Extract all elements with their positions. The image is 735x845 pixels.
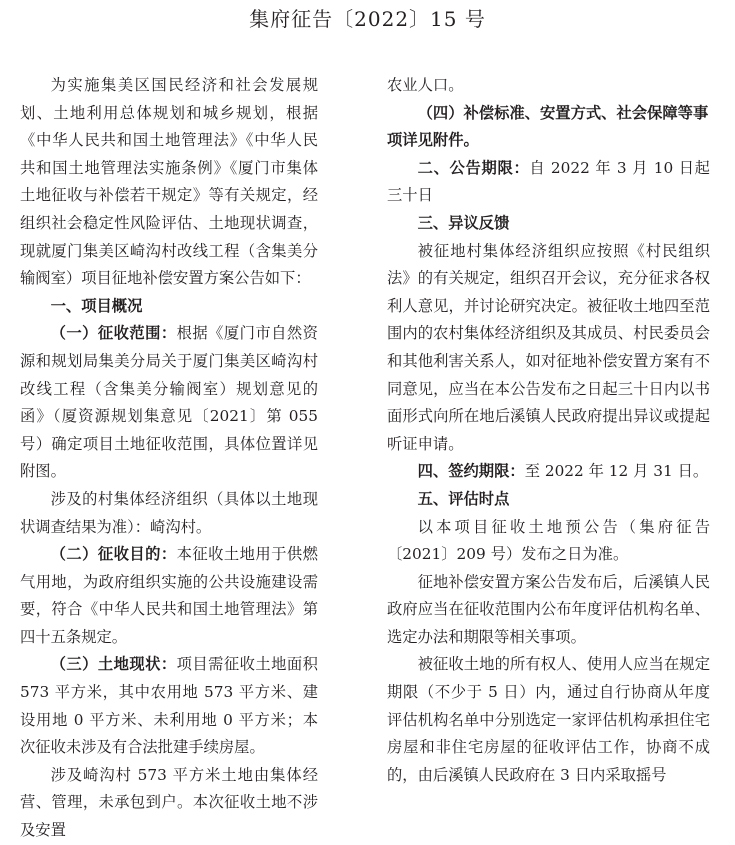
signing-deadline-paragraph [387, 458, 710, 486]
expropriation-purpose-label: （二）征收目的： [50, 545, 177, 564]
expropriation-purpose-paragraph [20, 541, 318, 651]
announcement-period-paragraph [387, 155, 710, 210]
expropriation-scope-text: 根据《厦门市自然资源和规划局集美分局关于厦门集美区崎沟村改线工程（含集美分输阀室）规划意见的函》（厦资源规划集意见〔2021〕第 055 号）确定项目土地征收范围，具体位置详见附图。 [20, 324, 318, 481]
continued-text: 农业人口。 [387, 76, 464, 94]
land-status-paragraph [20, 651, 318, 761]
signing-deadline-label: 四、签约期限： [417, 462, 525, 481]
announcement-period-label: 二、公告期限： [417, 158, 530, 177]
expropriation-scope-paragraph [20, 320, 318, 486]
collective-management-paragraph: 涉及崎沟村 573 平方米土地由集体经营、管理，未承包到户。本次征收土地不涉及安置 [20, 765, 318, 840]
village-collective-paragraph: 涉及的村集体经济组织（具体以土地现状调查结果为准）：崎沟村。 [20, 489, 318, 536]
land-status-text: 项目需征收土地面积 573 平方米，其中农用地 573 平方米、建设用地 0 平方米、未利用地 0 平方米；本次征收未涉及有合法批建手续房屋。 [20, 655, 318, 757]
intro-paragraph: 为实施集美区国民经济和社会发展规划、土地利用总体规划和城乡规划，根据《中华人民共和国土地管理法》《中华人民共和国土地管理法实施条例》《厦门市集体土地征收与补偿若干规定》等有关规定，经组织社会稳定性风险评估、土地现状调查，现就厦门集美区崎沟村改线工程（含集美分输阀室）项目征地补偿安置方案公告如下： [20, 76, 318, 288]
land-status-label: （三）土地现状： [50, 655, 177, 674]
signing-deadline-text: 至 2022 年 12 月 31 日。 [524, 462, 709, 481]
right-column [387, 72, 710, 789]
expropriation-scope-label: （一）征收范围： [50, 324, 177, 343]
left-column [20, 72, 318, 845]
valuation-time-paragraph: 以本项目征收土地预公告（集府征告〔2021〕209 号）发布之日为准。 [387, 517, 710, 564]
section-heading-project-overview: 一、项目概况 [50, 296, 143, 315]
expropriation-purpose-text: 本征收土地用于供燃气用地，为政府组织实施的公共设施建设需要，符合《中华人民共和国土地管理法》第四十五条规定。 [20, 545, 318, 646]
agency-selection-paragraph: 被征收土地的所有权人、使用人应当在规定期限（不少于 5 日）内，通过自行协商从年度评估机构名单中分别选定一家评估机构承担住宅房屋和非住宅房屋的征收评估工作，协商不成的，由后溪镇人民政府在 3 日内采取摇号 [387, 655, 710, 784]
objection-feedback-paragraph: 被征地村集体经济组织应按照《村民组织法》的有关规定，组织召开会议，充分征求各权利人意见，并讨论研究决定。被征收土地四至范围内的农村集体经济组织及其成员、村民委员会和其他利害关系人，如对征地补偿安置方案有不同意见，应当在本公告发布之日起三十日内以书面形式向所在地后溪镇人民政府提出异议或提起听证申请。 [387, 241, 710, 453]
document-title: 集府征告〔2022〕15 号 [249, 7, 486, 31]
section-heading-objection-feedback: 三、异议反馈 [417, 213, 510, 232]
announcement-period-text: 自 2022 年 3 月 10 日起三十日 [387, 158, 710, 205]
section-heading-valuation-time: 五、评估时点 [417, 489, 510, 508]
compensation-standards-heading: （四）补偿标准、安置方式、社会保障等事项详见附件。 [387, 103, 709, 150]
valuation-agency-paragraph: 征地补偿安置方案公告发布后，后溪镇人民政府应当在征收范围内公布年度评估机构名单、选定办法和期限等相关事项。 [387, 572, 710, 646]
